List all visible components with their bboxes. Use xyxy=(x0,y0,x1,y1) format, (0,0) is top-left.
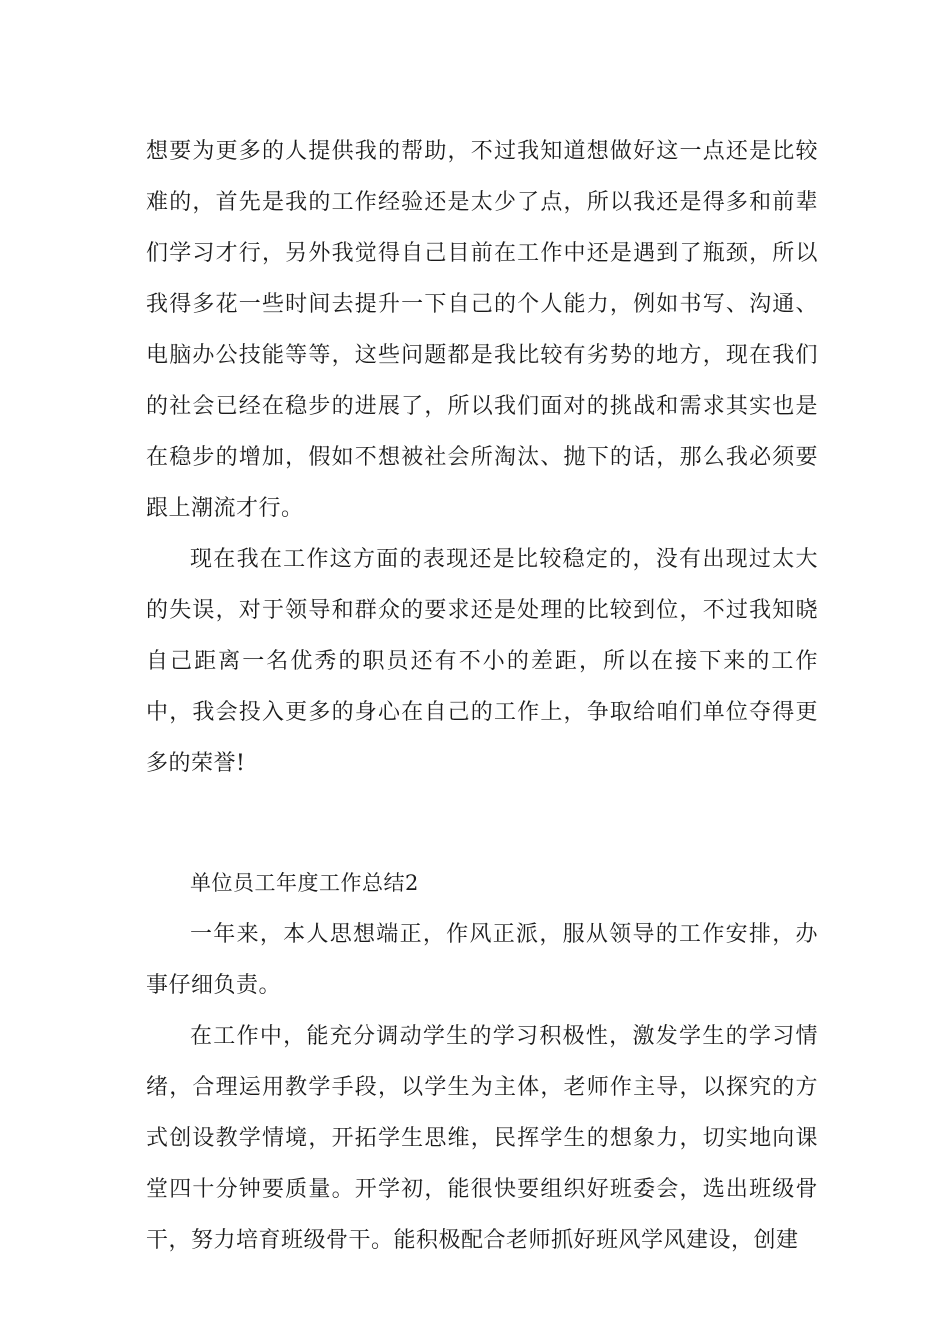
paragraph-intro: 一年来，本人思想端正，作风正派，服从领导的工作安排，办事仔细负责。 xyxy=(146,922,818,998)
paragraph-work: 在工作中，能充分调动学生的学习积极性，激发学生的学习情绪，合理运用教学手段，以学生为主体，老师作主导，以探究的方式创设教学情境，开拓学生思维，民挥学生的想象力，切实地向课堂四十分钟要质量。开学初，能很快要组织好班委会，选出班级骨干，努力培育班级骨干。能积极配合老师抓好班风学风建设，创建 xyxy=(146,1024,818,1253)
section-heading: 单位员工年度工作总结2 xyxy=(190,871,419,895)
paragraph-continuation: 想要为更多的人提供我的帮助，不过我知道想做好这一点还是比较难的，首先是我的工作经验还是太少了点，所以我还是得多和前辈们学习才行，另外我觉得自己目前在工作中还是遇到了瓶颈，所以我得多花一些时间去提升一下自己的个人能力，例如书写、沟通、电脑办公技能等等，这些问题都是我比较有劣势的地方，现在我们的社会已经在稳步的进展了，所以我们面对的挑战和需求其实也是在稳步的增加，假如不想被社会所淘汰、抛下的话，那么我必须要跟上潮流才行。 xyxy=(146,139,818,521)
document-body xyxy=(146,126,818,1266)
paragraph-performance: 现在我在工作这方面的表现还是比较稳定的，没有出现过太大的失误，对于领导和群众的要求还是处理的比较到位，不过我知晓自己距离一名优秀的职员还有不小的差距，所以在接下来的工作中，我会投入更多的身心在自己的工作上，争取给咱们单位夺得更多的荣誉! xyxy=(146,547,818,776)
